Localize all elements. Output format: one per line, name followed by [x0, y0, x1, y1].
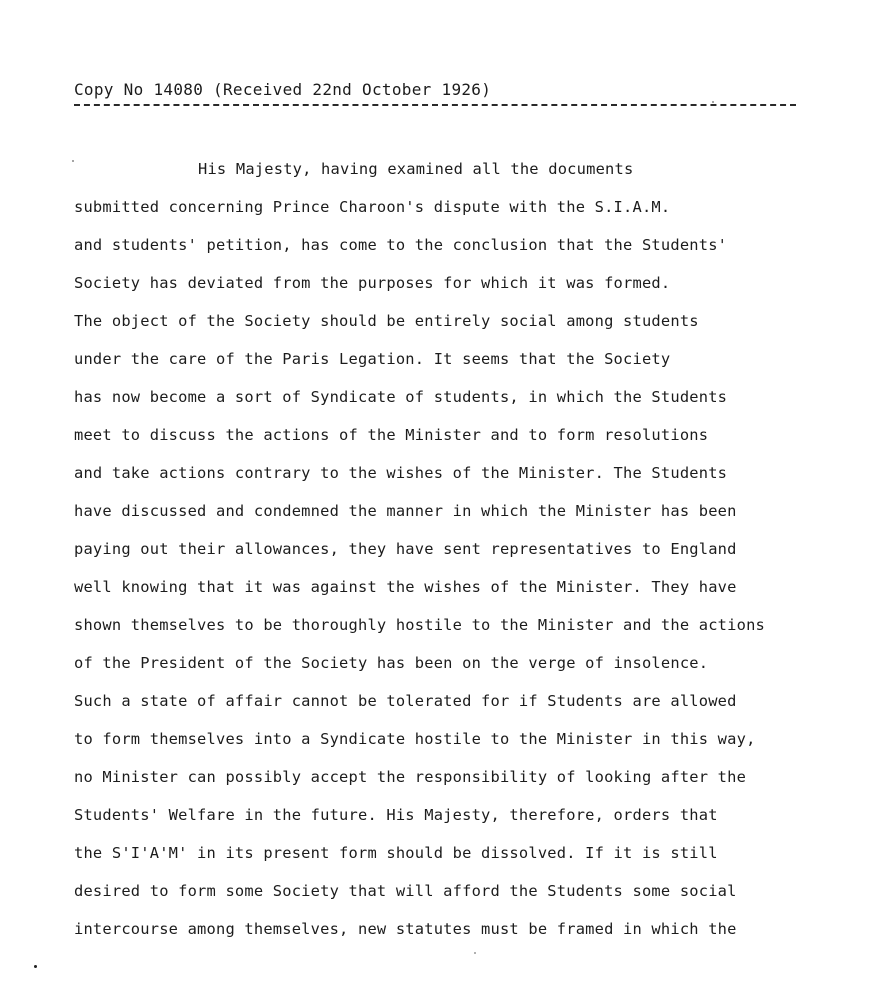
body-line: and take actions contrary to the wishes of the Minister. The Students: [74, 464, 728, 482]
body-line: Such a state of affair cannot be tolerated for if Students are allowed: [74, 692, 737, 710]
dashed-rule: [74, 104, 796, 106]
body-line: His Majesty, having examined all the documents: [198, 160, 634, 178]
body-line: to form themselves into a Syndicate hostile to the Minister in this way,: [74, 730, 756, 748]
body-line: intercourse among themselves, new statutes must be framed in which the: [74, 920, 737, 938]
body-line: desired to form some Society that will afford the Students some social: [74, 882, 737, 900]
scan-speck: [34, 965, 37, 968]
body-line: well knowing that it was against the wishes of the Minister. They have: [74, 578, 737, 596]
body-line: has now become a sort of Syndicate of students, in which the Students: [74, 388, 728, 406]
body-line: meet to discuss the actions of the Minister and to form resolutions: [74, 426, 709, 444]
body-line: and students' petition, has come to the conclusion that the Students': [74, 236, 728, 254]
body-line: no Minister can possibly accept the responsibility of looking after the: [74, 768, 747, 786]
body-line: shown themselves to be thoroughly hostile to the Minister and the actions: [74, 616, 766, 634]
body-line: Students' Welfare in the future. His Majesty, therefore, orders that: [74, 806, 718, 824]
body-line: The object of the Society should be entirely social among students: [74, 312, 699, 330]
body-line: paying out their allowances, they have sent representatives to England: [74, 540, 737, 558]
body-line: have discussed and condemned the manner in which the Minister has been: [74, 502, 737, 520]
scan-speck: [712, 101, 714, 103]
body-line: the S'I'A'M' in its present form should be dissolved. If it is still: [74, 844, 718, 862]
scan-speck: [72, 160, 74, 162]
body-line: of the President of the Society has been on the verge of insolence.: [74, 654, 709, 672]
body-line: under the care of the Paris Legation. It seems that the Society: [74, 350, 671, 368]
copy-header: Copy No 14080 (Received 22nd October 1926): [74, 80, 492, 99]
body-line: submitted concerning Prince Charoon's dispute with the S.I.A.M.: [74, 198, 671, 216]
scan-speck: [474, 952, 476, 954]
body-line: Society has deviated from the purposes for which it was formed.: [74, 274, 671, 292]
